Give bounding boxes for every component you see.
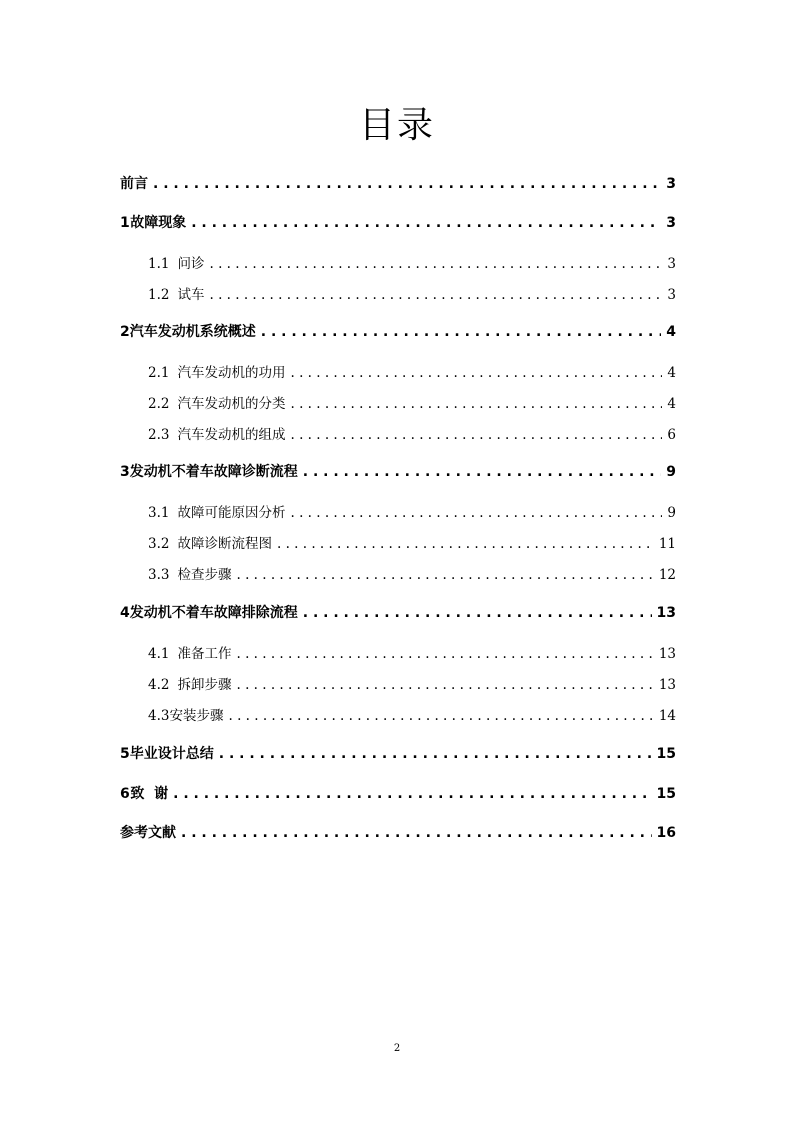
toc-entry-page: 9 bbox=[666, 464, 676, 480]
toc-entry-chapter-2[interactable] bbox=[120, 321, 676, 343]
toc-leader-dots bbox=[290, 505, 662, 521]
toc-leader-dots bbox=[236, 646, 653, 662]
toc-entry-number: 3.3 bbox=[148, 567, 170, 583]
toc-entry-page: 12 bbox=[658, 567, 676, 583]
toc-leader-dots bbox=[228, 708, 653, 724]
toc-entry-page: 4 bbox=[667, 365, 676, 381]
toc-entry-page: 3 bbox=[667, 256, 676, 272]
toc-entry-label: 汽车发动机的分类 bbox=[177, 396, 286, 412]
toc-entry-label: 准备工作 bbox=[177, 646, 232, 662]
toc-entry-preface[interactable] bbox=[120, 173, 676, 195]
toc-entry-label: 安装步骤 bbox=[169, 708, 224, 724]
toc-entry-section-3-3[interactable] bbox=[148, 563, 676, 585]
toc-entry-page: 15 bbox=[656, 746, 676, 762]
toc-entry-section-2-3[interactable] bbox=[148, 423, 676, 445]
toc-entry-section-2-2[interactable] bbox=[148, 392, 676, 414]
toc-entry-number: 5 bbox=[120, 746, 130, 762]
toc-entry-number: 2.2 bbox=[148, 396, 170, 412]
toc-entry-label: 故障可能原因分析 bbox=[177, 505, 286, 521]
toc-leader-dots bbox=[236, 567, 653, 583]
toc-entry-page: 3 bbox=[667, 287, 676, 303]
toc-entry-section-3-1[interactable] bbox=[148, 501, 676, 523]
toc-entry-number: 1.2 bbox=[148, 287, 170, 303]
toc-entry-label: 拆卸步骤 bbox=[177, 677, 232, 693]
toc-entry-label: 参考文献 bbox=[120, 825, 176, 841]
toc-leader-dots bbox=[209, 256, 662, 272]
toc-entry-number: 6 bbox=[120, 786, 130, 802]
toc-entry-number: 4.3 bbox=[148, 708, 170, 724]
toc-entry-number: 2 bbox=[120, 324, 130, 340]
page-number: 2 bbox=[393, 1043, 401, 1054]
toc-entry-label: 汽车发动机的组成 bbox=[177, 427, 286, 443]
toc-entry-label: 故障诊断流程图 bbox=[177, 536, 272, 552]
toc-leader-dots bbox=[277, 536, 654, 552]
toc-entry-section-4-2[interactable] bbox=[148, 673, 676, 695]
toc-entry-chapter-4[interactable] bbox=[120, 602, 676, 624]
toc-entry-label: 汽车发动机系统概述 bbox=[129, 324, 256, 340]
toc-entry-section-4-3[interactable] bbox=[148, 704, 676, 726]
toc-entry-label: 问诊 bbox=[177, 256, 205, 272]
toc-entry-number: 3.2 bbox=[148, 536, 170, 552]
toc-leader-dots bbox=[236, 677, 653, 693]
page-title: 目录 bbox=[358, 105, 435, 146]
toc-entry-number: 4 bbox=[120, 605, 130, 621]
toc-leader-dots bbox=[181, 825, 652, 841]
toc-entry-label: 毕业设计总结 bbox=[129, 746, 214, 762]
toc-entry-chapter-5[interactable] bbox=[120, 743, 676, 765]
toc-entry-page: 16 bbox=[656, 825, 676, 841]
toc-entry-page: 4 bbox=[667, 396, 676, 412]
toc-leader-dots bbox=[290, 365, 662, 381]
toc-entry-section-1-1[interactable] bbox=[148, 252, 676, 274]
toc-entry-page: 4 bbox=[666, 324, 676, 340]
toc-entry-number: 3 bbox=[120, 464, 130, 480]
toc-entry-references[interactable] bbox=[120, 822, 676, 844]
toc-entry-section-2-1[interactable] bbox=[148, 361, 676, 383]
toc-entry-page: 15 bbox=[656, 786, 676, 802]
toc-entry-section-1-2[interactable] bbox=[148, 283, 676, 305]
toc-entry-chapter-3[interactable] bbox=[120, 461, 676, 483]
toc-leader-dots bbox=[261, 324, 662, 340]
toc-entry-page: 11 bbox=[658, 536, 676, 552]
toc-entry-page: 6 bbox=[667, 427, 676, 443]
toc-entry-number: 4.2 bbox=[148, 677, 170, 693]
toc-entry-page: 13 bbox=[658, 646, 676, 662]
toc-entry-page: 13 bbox=[658, 677, 676, 693]
toc-entry-number: 1.1 bbox=[148, 256, 170, 272]
toc-entry-label: 试车 bbox=[177, 287, 205, 303]
toc-entry-chapter-6[interactable] bbox=[120, 783, 676, 805]
toc-entry-page: 3 bbox=[666, 215, 676, 231]
toc-entry-label: 发动机不着车故障诊断流程 bbox=[129, 464, 298, 480]
toc-entry-label: 前言 bbox=[120, 176, 148, 192]
toc-entry-page: 3 bbox=[666, 176, 676, 192]
toc-entry-label: 检查步骤 bbox=[177, 567, 232, 583]
toc-entry-page: 14 bbox=[658, 708, 676, 724]
toc-entry-section-4-1[interactable] bbox=[148, 642, 676, 664]
toc-entry-number: 2.1 bbox=[148, 365, 170, 381]
toc-leader-dots bbox=[290, 427, 662, 443]
toc-entry-number: 3.1 bbox=[148, 505, 170, 521]
toc-entry-label: 致 谢 bbox=[130, 786, 169, 802]
toc-leader-dots bbox=[303, 605, 652, 621]
toc-leader-dots bbox=[290, 396, 662, 412]
toc-entry-page: 9 bbox=[667, 505, 676, 521]
toc-leader-dots bbox=[191, 215, 661, 231]
toc-entry-label: 故障现象 bbox=[130, 215, 187, 231]
toc-leader-dots bbox=[209, 287, 662, 303]
toc-entry-section-3-2[interactable] bbox=[148, 532, 676, 554]
toc-entry-label: 汽车发动机的功用 bbox=[177, 365, 286, 381]
toc-entry-label: 发动机不着车故障排除流程 bbox=[129, 605, 298, 621]
toc-leader-dots bbox=[173, 786, 651, 802]
toc-leader-dots bbox=[153, 176, 661, 192]
toc-entry-number: 1 bbox=[120, 215, 130, 231]
toc-leader-dots bbox=[303, 464, 662, 480]
toc-entry-number: 2.3 bbox=[148, 427, 170, 443]
toc-entry-number: 4.1 bbox=[148, 646, 170, 662]
toc-entry-page: 13 bbox=[656, 605, 676, 621]
toc-leader-dots bbox=[219, 746, 652, 762]
toc-entry-chapter-1[interactable] bbox=[120, 212, 676, 234]
